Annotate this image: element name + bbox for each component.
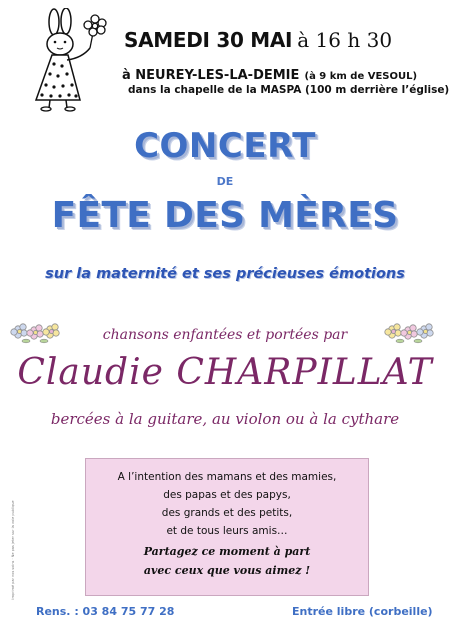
entry-info: Entrée libre (corbeille) xyxy=(292,605,433,618)
print-notice: Imprimé par nos soins · Ne pas jeter sur la voie publique xyxy=(11,500,15,600)
invitation-emphasis: Partagez ce moment à part xyxy=(143,545,311,558)
concert-title: CONCERT xyxy=(134,126,316,166)
invitation-line: A l’intention des mamans et des mamies, xyxy=(117,471,337,483)
place-name: à NEUREY-LES-LA-DEMIE xyxy=(122,68,300,83)
event-title: FÊTE DES MÈRES xyxy=(51,195,399,236)
performer-name: Claudie CHARPILLAT xyxy=(17,352,433,393)
event-theme: sur la maternité et ses précieuses émotions xyxy=(45,266,405,282)
flower-cluster-icon xyxy=(384,321,436,345)
event-place xyxy=(122,64,442,83)
invitation-line: et de tous leurs amis… xyxy=(166,525,288,537)
event-date-time xyxy=(124,28,442,52)
event-venue: dans la chapelle de la MASPA (100 m derrière l’église) xyxy=(128,84,450,96)
title-connector: DE xyxy=(216,175,234,188)
invitation-emphasis: avec ceux que vous aimez ! xyxy=(143,564,311,577)
place-distance: (à 9 km de VESOUL) xyxy=(304,71,418,82)
invitation-line: des grands et des petits, xyxy=(161,507,293,519)
performer-instruments: bercées à la guitare, au violon ou à la cythare xyxy=(50,410,400,428)
event-date: SAMEDI 30 MAI xyxy=(124,28,293,52)
event-time: à 16 h 30 xyxy=(297,28,393,52)
performer-intro: chansons enfantées et portées par xyxy=(102,327,348,343)
invitation-line: des papas et des papys, xyxy=(163,489,291,501)
bunny-with-flower-icon xyxy=(22,8,122,113)
invitation-box xyxy=(85,458,369,596)
contact-phone: Rens. : 03 84 75 77 28 xyxy=(36,605,175,618)
flower-cluster-icon xyxy=(10,321,62,345)
